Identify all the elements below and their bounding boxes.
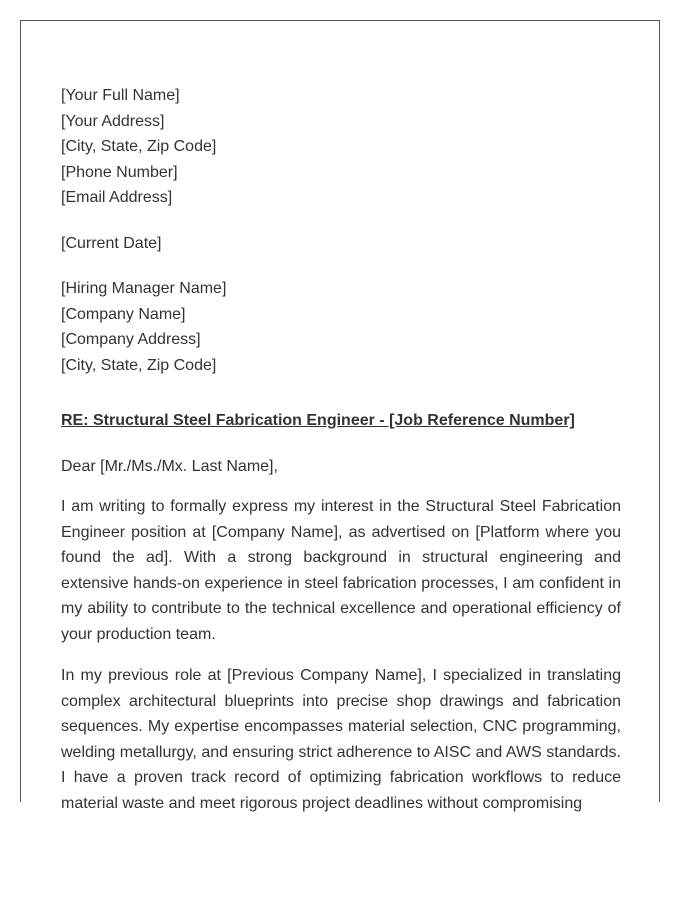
letter-page <box>20 20 660 812</box>
recipient-address-block <box>61 276 621 378</box>
sender-address: [Your Address] <box>61 112 165 130</box>
salutation: Dear [Mr./Ms./Mx. Last Name], <box>61 457 278 475</box>
recipient-company-address: [Company Address] <box>61 331 201 348</box>
sender-phone: [Phone Number] <box>61 163 178 181</box>
body-paragraph-1: I am writing to formally express my interest in the Structural Steel Fabrication Engineer position at [Company Name], as advertised on [Platform where you found the ad]. With a strong background in structural engineering and extensive hands-on experience in steel fabrication processes, I am confident in my ability to contribute to the technical excellence and operational efficiency of your production team. <box>61 498 621 643</box>
recipient-name: [Hiring Manager Name] <box>61 280 227 297</box>
sender-city-state-zip: [City, State, Zip Code] <box>61 138 217 155</box>
date-block <box>61 231 621 257</box>
letter-content <box>61 83 621 832</box>
sender-name: [Your Full Name] <box>61 87 180 104</box>
recipient-city-state-zip: [City, State, Zip Code] <box>61 356 217 374</box>
body-paragraph-2: In my previous role at [Previous Company Name], I specialized in translating complex architectural blueprints into precise shop drawings and fabrication sequences. My expertise encompasses material selection, CNC programming, welding metallurgy, and ensuring strict adherence to AISC and AWS standards. I have a proven track record of optimizing fabrication workflows to reduce material waste and meet rigorous project deadlines without compromising <box>61 667 621 812</box>
recipient-company: [Company Name] <box>61 305 186 323</box>
sender-address-block <box>61 83 621 211</box>
letter-date: [Current Date] <box>61 234 162 252</box>
sender-email: [Email Address] <box>61 189 173 206</box>
subject-line: RE: Structural Steel Fabrication Engineer - [Job Reference Number] <box>61 412 575 429</box>
